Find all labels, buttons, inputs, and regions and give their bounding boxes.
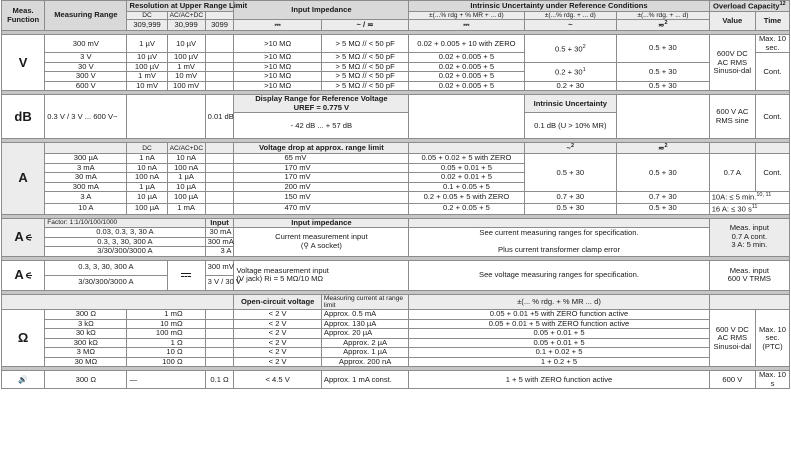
ohm-res-5: 100 Ω bbox=[127, 357, 205, 367]
clamp2-row-0 bbox=[2, 260, 790, 275]
header-imp-ac-symbol: ~ / ≂ bbox=[321, 20, 408, 31]
clamp1-imp-line2: A socket) bbox=[310, 240, 342, 250]
ohm-ocv-1: < 2 V bbox=[234, 319, 321, 329]
volt-unc-acdc-0: 0.5 + 30 bbox=[617, 35, 710, 63]
header-unc-acdc-symbol-text: ≂ bbox=[658, 20, 665, 30]
volt-range-4: 600 V bbox=[45, 81, 127, 91]
ohm-range-2: 30 kΩ bbox=[45, 329, 127, 339]
clamp1-input-title: Input bbox=[205, 218, 234, 228]
volt-res-3-2 bbox=[205, 62, 234, 72]
amp-ov-3a-text: 10A: ≤ 5 min. bbox=[711, 193, 757, 202]
ohm-res-1: 10 mΩ bbox=[127, 319, 205, 329]
volt-res-dc-4: 10 mV bbox=[127, 81, 167, 91]
ohm-ov-time: Max. 10 sec. (PTC) bbox=[755, 310, 789, 367]
clamp1-input-2: 3 A bbox=[205, 247, 234, 257]
ohm-range-5: 30 MΩ bbox=[45, 357, 127, 367]
volt-unc-acdc-4: 0.5 + 30 bbox=[617, 81, 710, 91]
amp-drop-1: 170 mV bbox=[234, 163, 409, 173]
volt-unc-dc-2: 0.02 + 0.005 + 5 bbox=[409, 62, 524, 72]
volt-unc-ac-2-sup: 1 bbox=[582, 66, 586, 73]
amp-unc-dc-4: 0.2 + 0.05 + 5 with ZERO bbox=[409, 192, 524, 203]
amp-range-2: 30 mA bbox=[45, 173, 127, 183]
voltage-clamp-icon bbox=[24, 272, 32, 279]
amp-res-3-4 bbox=[205, 192, 234, 203]
db-display-range-title bbox=[234, 95, 409, 113]
cont-ov-time: Max. 10 s bbox=[755, 371, 789, 389]
header-unc-acdc: ±(...% rdg. + ... d) bbox=[617, 12, 710, 20]
volt-res-3-3 bbox=[205, 72, 234, 82]
ohm-unc-5: 1 + 0.2 + 5 bbox=[409, 357, 709, 367]
amp-ov-10a bbox=[709, 203, 789, 214]
ohm-row-3 bbox=[2, 338, 790, 348]
amp-res-acdc-4: 100 µA bbox=[167, 192, 205, 203]
amp-unc-acdc-header-symbol: ≂ bbox=[658, 143, 665, 153]
amp-ov-value-header bbox=[709, 143, 755, 154]
volt-unc-dc-4: 0.02 + 0.005 + 5 bbox=[409, 81, 524, 91]
header-meas-function: Meas. Function bbox=[2, 1, 45, 31]
cont-function bbox=[2, 371, 45, 389]
amp-ov-3a bbox=[709, 192, 789, 203]
amp-unc-acdc-10a: 0.5 + 30 bbox=[617, 203, 710, 214]
ohm-ocv-5: < 2 V bbox=[234, 357, 321, 367]
amp-unc-dc-5: 0.2 + 0.05 + 5 bbox=[409, 203, 524, 214]
ohm-cur-3: Approx. 2 µA bbox=[321, 338, 408, 348]
header-overload-label: Overload Capacity bbox=[712, 1, 780, 11]
volt-res-dc-1: 10 µV bbox=[127, 53, 167, 63]
amp-drop-3: 200 mV bbox=[234, 182, 409, 192]
ohm-range-3: 300 kΩ bbox=[45, 338, 127, 348]
amp-res-acdc-5: 1 mA bbox=[167, 203, 205, 214]
db-ov-time: Cont. bbox=[755, 95, 789, 139]
amp-res-acdc-3: 10 µA bbox=[167, 182, 205, 192]
amp-unc-dc-header bbox=[409, 143, 524, 154]
cont-unc: 1 + 5 with ZERO function active bbox=[409, 371, 709, 389]
spec-table bbox=[1, 0, 790, 389]
volt-unc-ac-2-text: 0.2 + 30 bbox=[554, 67, 583, 77]
amp-ov-10a-sup: 11 bbox=[751, 203, 758, 210]
amp-function: A bbox=[2, 143, 45, 214]
clamp1-unc-header-empty bbox=[409, 218, 709, 228]
amp-res-3-header bbox=[205, 143, 234, 154]
ohm-res-3: 1 Ω bbox=[127, 338, 205, 348]
clamp1-ov-line1: Meas. input bbox=[729, 223, 769, 233]
db-res-empty bbox=[127, 95, 205, 139]
a-socket-icon: ⚲ bbox=[303, 240, 309, 250]
db-unc-dc-empty bbox=[409, 95, 524, 139]
cont-ocv: < 4.5 V bbox=[234, 371, 321, 389]
volt-res-acdc-4: 100 mV bbox=[167, 81, 205, 91]
ohm-row-5 bbox=[2, 357, 790, 367]
volt-imp-dc-4: >10 MΩ bbox=[234, 81, 321, 91]
volt-imp-dc-3: >10 MΩ bbox=[234, 72, 321, 82]
amp-res-dc-1: 10 nA bbox=[127, 163, 167, 173]
ohm-unc-3: 0.05 + 0.01 + 5 bbox=[409, 338, 709, 348]
current-clamp-icon bbox=[24, 234, 32, 241]
volt-unc-ac-2 bbox=[524, 62, 617, 81]
amp-ov-3a-sup: 10, 11 bbox=[756, 192, 772, 199]
clamp1-imp-line1: Current measurement input bbox=[275, 232, 368, 242]
ohm-unc-4: 0.1 + 0.02 + 5 bbox=[409, 348, 709, 358]
header-unc-acdc-sup: 2 bbox=[664, 20, 668, 27]
volt-res-dc-0: 1 µV bbox=[127, 35, 167, 53]
amp-res-3-1 bbox=[205, 163, 234, 173]
amp-unc-ac-header-sup: 2 bbox=[570, 143, 575, 150]
amp-unc-ac-10a: 0.5 + 30 bbox=[524, 203, 617, 214]
volt-imp-ac-0: > 5 MΩ // < 50 pF bbox=[321, 35, 408, 53]
clamp2-range-0: 0.3, 3, 30, 300 A bbox=[45, 260, 167, 275]
db-display-range-title-text: Display Range for Reference Voltage bbox=[255, 94, 388, 104]
clamp2-imp bbox=[234, 260, 409, 290]
clamp1-overload bbox=[709, 218, 789, 256]
clamp2-ov-line2: 600 V TRMS bbox=[727, 274, 772, 284]
volt-ov-value: 600V DC AC RMS Sinusoi-dal bbox=[709, 35, 755, 91]
volt-imp-dc-1: >10 MΩ bbox=[234, 53, 321, 63]
amp-drop-5: 470 mV bbox=[234, 203, 409, 214]
amp-range-1: 3 mA bbox=[45, 163, 127, 173]
db-intrinsic-title: Intrinsic Uncertainty bbox=[524, 95, 617, 113]
amp-res-dc-2: 100 nA bbox=[127, 173, 167, 183]
cont-range: 300 Ω bbox=[45, 371, 127, 389]
ohm-ocv-0: < 2 V bbox=[234, 310, 321, 320]
amp-unc-acdc-3a: 0.7 + 30 bbox=[617, 192, 710, 203]
clamp1-imp-title: Input impedance bbox=[234, 218, 409, 228]
volt-unc-ac-4: 0.2 + 30 bbox=[524, 81, 617, 91]
header-unc-ac-symbol: ~ bbox=[524, 20, 617, 31]
clamp2-function-label: A bbox=[14, 266, 24, 282]
clamp2-unc: See voltage measuring ranges for specification. bbox=[409, 260, 709, 290]
clamp1-factor: Factor: 1:1/10/100/1000 bbox=[45, 218, 205, 228]
header-res-dc: DC bbox=[127, 12, 167, 20]
clamp2-imp-line1: Voltage measurement input bbox=[236, 265, 329, 275]
volt-res-acdc-2: 1 mV bbox=[167, 62, 205, 72]
amp-res-3-3 bbox=[205, 182, 234, 192]
volt-res-3-4 bbox=[205, 81, 234, 91]
header-res-acdc-count: 30,999 bbox=[167, 20, 205, 31]
ohm-range-1: 3 kΩ bbox=[45, 319, 127, 329]
ohm-current-title: Measuring current at range limit bbox=[321, 294, 408, 310]
amp-res-dc-0: 1 nA bbox=[127, 154, 167, 164]
amp-row-0 bbox=[2, 154, 790, 164]
clamp1-unc bbox=[409, 228, 709, 257]
volt-unc-ac-0-sup: 2 bbox=[582, 43, 586, 50]
ohm-res3-3 bbox=[205, 338, 234, 348]
clamp1-input-0: 30 mA bbox=[205, 228, 234, 238]
volt-unc-ac-0 bbox=[524, 35, 617, 63]
header-res-acdc: AC/AC+DC bbox=[167, 12, 205, 20]
clamp2-overload bbox=[709, 260, 789, 290]
clamp1-range-0: 0.03, 0.3, 3, 30 A bbox=[45, 228, 205, 238]
amp-res-acdc-2: 1 µA bbox=[167, 173, 205, 183]
amp-range-4: 3 A bbox=[45, 192, 127, 203]
amp-unc-ac-header bbox=[524, 143, 617, 154]
header-res-dc-count: 309,999 bbox=[127, 20, 167, 31]
db-unc-acdc-empty bbox=[617, 95, 710, 139]
amp-unc-dc-1: 0.05 + 0.01 + 5 bbox=[409, 163, 524, 173]
ohm-res3-0 bbox=[205, 310, 234, 320]
ohm-ocv-2: < 2 V bbox=[234, 329, 321, 339]
volt-imp-ac-2: > 5 MΩ // < 50 pF bbox=[321, 62, 408, 72]
clamp1-ov-line2: 0.7 A cont. bbox=[731, 231, 768, 241]
ohm-cur-1: Approx. 130 µA bbox=[321, 319, 408, 329]
volt-row-4 bbox=[2, 81, 790, 91]
ohm-unc-0: 0.05 + 0.01 +5 with ZERO function active bbox=[409, 310, 709, 320]
ohm-ocv-3: < 2 V bbox=[234, 338, 321, 348]
amp-res-3-2 bbox=[205, 173, 234, 183]
amp-unc-ac-main: 0.5 + 30 bbox=[524, 154, 617, 192]
amp-unc-ac-3a: 0.7 + 30 bbox=[524, 192, 617, 203]
volt-range-1: 3 V bbox=[45, 53, 127, 63]
clamp2-ov-line1: Meas. input bbox=[729, 265, 769, 275]
volt-range-2: 30 V bbox=[45, 62, 127, 72]
amp-row-5 bbox=[2, 203, 790, 214]
amp-res-dc-header: DC bbox=[127, 143, 167, 154]
ohm-range-0: 300 Ω bbox=[45, 310, 127, 320]
ohm-ov-value: 600 V DC AC RMS Sinusoi-dal bbox=[709, 310, 755, 367]
db-res: 0.01 dB bbox=[205, 95, 234, 139]
ohm-unc-title: ±(... % rdg. + % MR ... d) bbox=[409, 294, 709, 310]
ohm-row-2 bbox=[2, 329, 790, 339]
volt-res-3-1 bbox=[205, 53, 234, 63]
ohm-unc-2: 0.05 + 0.01 + 5 bbox=[409, 329, 709, 339]
clamp2-dash bbox=[167, 260, 205, 290]
amp-res-acdc-1: 100 nA bbox=[167, 163, 205, 173]
ohm-header-empty bbox=[2, 294, 234, 310]
amp-drop-2: 170 mV bbox=[234, 173, 409, 183]
amp-unc-acdc-main: 0.5 + 30 bbox=[617, 154, 710, 192]
amp-res-acdc-header: AC/AC+DC bbox=[167, 143, 205, 154]
amp-drop-title: Voltage drop at approx. range limit bbox=[234, 143, 409, 154]
volt-imp-ac-4: > 5 MΩ // < 50 pF bbox=[321, 81, 408, 91]
volt-row-0 bbox=[2, 35, 790, 53]
ohm-res3-4 bbox=[205, 348, 234, 358]
clamp1-ov-line3: 3 A: 5 min. bbox=[731, 240, 768, 250]
db-range: 0.3 V / 3 V ... 600 V~ bbox=[45, 95, 127, 139]
dash-line-icon bbox=[181, 273, 191, 277]
header-ov-time: Time bbox=[755, 12, 789, 31]
volt-res-acdc-1: 100 µV bbox=[167, 53, 205, 63]
volt-row-2 bbox=[2, 62, 790, 72]
volt-unc-dc-1: 0.02 + 0.005 + 5 bbox=[409, 53, 524, 63]
volt-res-acdc-0: 10 µV bbox=[167, 35, 205, 53]
clamp2-imp-line2: (V jack) Ri = 5 MΩ/10 MΩ bbox=[236, 274, 324, 284]
clamp1-imp: Current measurement input (⚲ A socket) bbox=[234, 228, 409, 257]
ohm-range-4: 3 MΩ bbox=[45, 348, 127, 358]
clamp2-function bbox=[2, 260, 45, 290]
clamp1-input-1: 300 mA bbox=[205, 237, 234, 247]
ohm-row-4 bbox=[2, 348, 790, 358]
amp-unc-acdc-header bbox=[617, 143, 710, 154]
amp-range-header-empty bbox=[45, 143, 127, 154]
ohm-cur-4: Approx. 1 µA bbox=[321, 348, 408, 358]
clamp1-unc-line2: Plus current transformer clamp error bbox=[498, 245, 620, 255]
amp-res-acdc-0: 10 nA bbox=[167, 154, 205, 164]
volt-unc-dc-0: 0.02 + 0.005 + 10 with ZERO bbox=[409, 35, 524, 53]
amp-header-row bbox=[2, 143, 790, 154]
amp-ov-10a-text: 16 A: ≤ 30 s bbox=[711, 204, 752, 214]
volt-range-3: 300 V bbox=[45, 72, 127, 82]
amp-unc-dc-2: 0.02 + 0.01 + 5 bbox=[409, 173, 524, 183]
amp-unc-ac-header-symbol: ~ bbox=[566, 143, 571, 153]
ohm-cur-0: Approx. 0.5 mA bbox=[321, 310, 408, 320]
volt-ov-time-1: Max. 10 sec. bbox=[755, 35, 789, 53]
header-overload-sup: 12 bbox=[779, 1, 786, 7]
header-unc-ac: ±(...% rdg. + ... d) bbox=[524, 12, 617, 20]
clamp2-input-1: 3 V / 30 V bbox=[205, 275, 234, 290]
ohm-cur-2: Approx. 20 µA bbox=[321, 329, 408, 339]
ohm-res3-1 bbox=[205, 319, 234, 329]
header-res-empty bbox=[205, 12, 234, 20]
ohm-ocv-title: Open-circuit voltage bbox=[234, 294, 321, 310]
volt-res-dc-3: 1 mV bbox=[127, 72, 167, 82]
clamp2-input-0: 300 mV bbox=[205, 260, 234, 275]
ohm-ov-header-empty bbox=[709, 294, 789, 310]
header-res-count3: 3099 bbox=[205, 20, 234, 31]
ohm-header-row bbox=[2, 294, 790, 310]
volt-imp-dc-2: >10 MΩ bbox=[234, 62, 321, 72]
header-unc-dc-symbol: ⎓ bbox=[409, 20, 524, 31]
cont-row bbox=[2, 371, 790, 389]
header-input-impedance: Input Impedance bbox=[234, 1, 409, 20]
volt-res-3-0 bbox=[205, 35, 234, 53]
db-function: dB bbox=[2, 95, 45, 139]
db-uref: UREF = 0.775 V bbox=[293, 102, 350, 112]
header-intrinsic-uncertainty: Intrinsic Uncertainty under Reference Conditions bbox=[409, 1, 709, 12]
volt-imp-dc-0: >10 MΩ bbox=[234, 35, 321, 53]
ohm-function: Ω bbox=[2, 310, 45, 367]
amp-range-5: 10 A bbox=[45, 203, 127, 214]
amp-res-dc-4: 10 µA bbox=[127, 192, 167, 203]
ohm-row-0 bbox=[2, 310, 790, 320]
amp-row-4 bbox=[2, 192, 790, 203]
ohm-ocv-4: < 2 V bbox=[234, 348, 321, 358]
amp-res-dc-3: 1 µA bbox=[127, 182, 167, 192]
amp-range-3: 300 mA bbox=[45, 182, 127, 192]
amp-ov-main: 0.7 A bbox=[709, 154, 755, 192]
ohm-unc-1: 0.05 + 0.01 + 5 with ZERO function active bbox=[409, 319, 709, 329]
ohm-res-0: 1 mΩ bbox=[127, 310, 205, 320]
amp-unc-dc-3: 0.1 + 0.05 + 5 bbox=[409, 182, 524, 192]
amp-res-3-5 bbox=[205, 203, 234, 214]
volt-unc-dc-3: 0.02 + 0.005 + 5 bbox=[409, 72, 524, 82]
clamp1-function bbox=[2, 218, 45, 256]
clamp1-unc-line1: See current measuring ranges for specification. bbox=[479, 228, 639, 238]
buzzer-icon: 🔊 bbox=[18, 374, 28, 384]
cont-res-dash: — bbox=[127, 371, 205, 389]
clamp1-range-1: 0.3, 3, 30, 300 A bbox=[45, 237, 205, 247]
header-ov-value: Value bbox=[709, 12, 755, 31]
amp-range-0: 300 µA bbox=[45, 154, 127, 164]
amp-drop-4: 150 mV bbox=[234, 192, 409, 203]
header-unc-dc: ±(...% rdg + % MR + ... d) bbox=[409, 12, 524, 20]
clamp1-function-label: A bbox=[14, 228, 24, 244]
db-ov-value: 600 V AC RMS sine bbox=[709, 95, 755, 139]
db-display-range: - 42 dB ... + 57 dB bbox=[234, 113, 409, 139]
ohm-row-1 bbox=[2, 319, 790, 329]
cont-ov-value: 600 V bbox=[709, 371, 755, 389]
amp-drop-0: 65 mV bbox=[234, 154, 409, 164]
ohm-res-4: 10 Ω bbox=[127, 348, 205, 358]
amp-ov-time-header bbox=[755, 143, 789, 154]
clamp1-range-2: 3/30/300/3000 A bbox=[45, 247, 205, 257]
ohm-cur-5: Approx. 200 nA bbox=[321, 357, 408, 367]
clamp1-row-0 bbox=[2, 228, 790, 238]
header-imp-dc-symbol: ⎓ bbox=[234, 20, 321, 31]
ohm-res3-2 bbox=[205, 329, 234, 339]
header-unc-acdc-symbol bbox=[617, 20, 710, 31]
header-resolution: Resolution at Upper Range Limit bbox=[127, 1, 234, 12]
amp-res-3-0 bbox=[205, 154, 234, 164]
ohm-res3-5 bbox=[205, 357, 234, 367]
cont-cur: Approx. 1 mA const. bbox=[321, 371, 408, 389]
amp-ov-main-time: Cont. bbox=[755, 154, 789, 192]
ohm-res-2: 100 mΩ bbox=[127, 329, 205, 339]
header-measuring-range: Measuring Range bbox=[45, 1, 127, 31]
volt-imp-ac-3: > 5 MΩ // < 50 pF bbox=[321, 72, 408, 82]
volt-unc-acdc-2: 0.5 + 30 bbox=[617, 62, 710, 81]
db-header-row bbox=[2, 95, 790, 113]
amp-res-dc-5: 100 µA bbox=[127, 203, 167, 214]
cont-res: 0.1 Ω bbox=[205, 371, 234, 389]
clamp2-range-1: 3/30/300/3000 A bbox=[45, 275, 167, 290]
header-row-1 bbox=[2, 1, 790, 12]
volt-function: V bbox=[2, 35, 45, 91]
volt-imp-ac-1: > 5 MΩ // < 50 pF bbox=[321, 53, 408, 63]
volt-range-0: 300 mV bbox=[45, 35, 127, 53]
db-uncertainty: 0.1 dB (U > 10% MR) bbox=[524, 113, 617, 139]
volt-res-acdc-3: 10 mV bbox=[167, 72, 205, 82]
volt-unc-ac-0-text: 0.5 + 30 bbox=[554, 44, 583, 54]
volt-ov-time-2: Cont. bbox=[755, 53, 789, 91]
amp-unc-dc-0: 0.05 + 0.02 + 5 with ZERO bbox=[409, 154, 524, 164]
header-overload bbox=[709, 1, 789, 12]
spec-sheet bbox=[1, 0, 790, 389]
amp-unc-acdc-header-sup: 2 bbox=[664, 143, 668, 150]
volt-res-dc-2: 100 µV bbox=[127, 62, 167, 72]
